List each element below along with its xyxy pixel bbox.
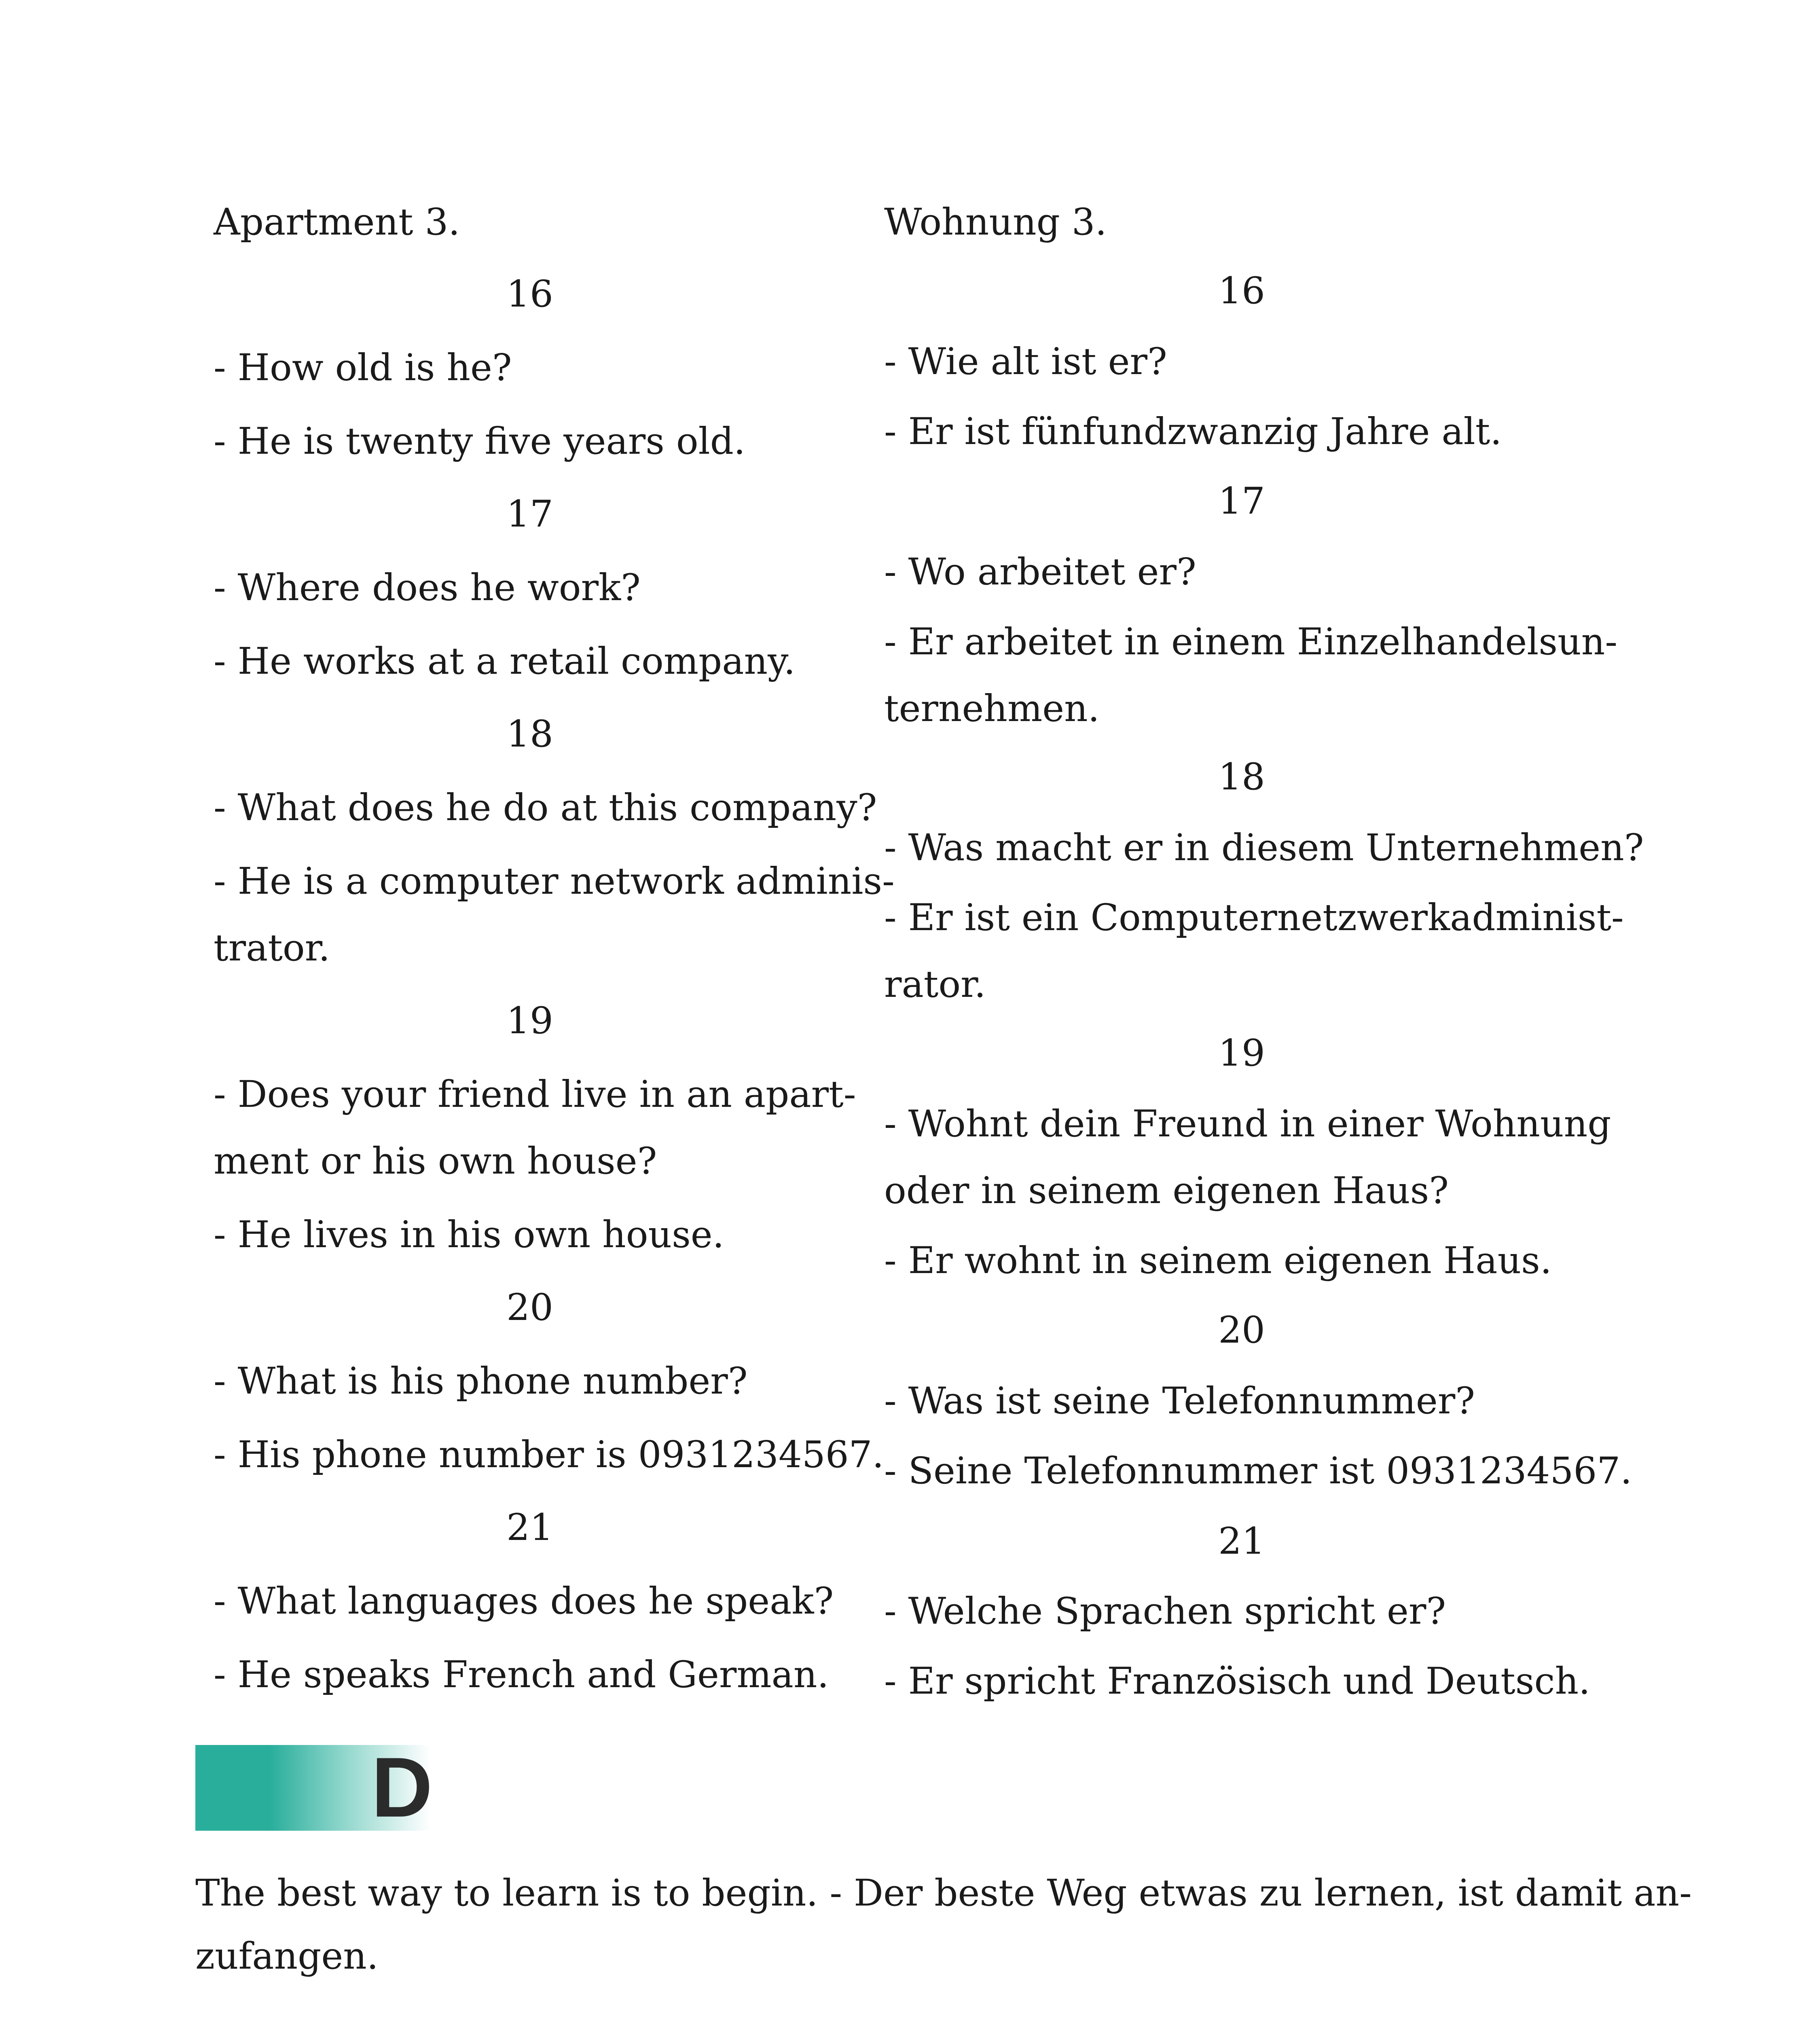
dialog-number: 18 [1218,756,1265,798]
intro-line: Apartment 3. [214,201,460,243]
dialog-number: 20 [1218,1309,1265,1352]
dialog-line: - He speaks French and German. [214,1654,829,1696]
quote-line: zufangen. [195,1935,379,1978]
dialog-number: 16 [506,273,553,315]
section-letter: D [371,1740,433,1835]
quote-line: The best way to learn is to begin. - Der beste Weg etwas zu lernen, ist damit an- [195,1872,1692,1914]
dialog-line: - Where does he work? [214,567,641,609]
dialog-line: - Wie alt ist er? [884,341,1167,383]
dialog-line: - How old is he? [214,347,512,389]
dialog-line: - What languages does he speak? [214,1580,834,1622]
dialog-number: 17 [506,493,553,535]
dialog-line: - Does your friend live in an apart- [214,1073,856,1116]
dialog-number: 18 [506,713,553,755]
dialog-line: - Seine Telefonnummer ist 0931234567. [884,1450,1632,1492]
dialog-line: - His phone number is 0931234567. [214,1434,884,1476]
dialog-number: 21 [506,1506,553,1549]
dialog-line: - Welche Sprachen spricht er? [884,1590,1446,1633]
dialog-line: - What does he do at this company? [214,787,877,829]
dialog-line: - What is his phone number? [214,1360,748,1402]
dialog-number: 19 [1218,1032,1265,1074]
dialog-line: - Wo arbeitet er? [884,551,1196,593]
dialog-line: rator. [884,963,986,1006]
dialog-line: - He works at a retail company. [214,640,796,683]
dialog-line: - He is twenty five years old. [214,420,745,463]
dialog-line: - Was macht er in diesem Unternehmen? [884,827,1644,869]
dialog-line: ternehmen. [884,687,1100,730]
dialog-line: - Er ist fünfundzwanzig Jahre alt. [884,410,1502,453]
intro-line: Wohnung 3. [884,201,1107,243]
dialog-line: - Was ist seine Telefonnummer? [884,1380,1475,1422]
dialog-number: 20 [506,1286,553,1329]
dialog-number: 21 [1218,1520,1265,1563]
dialog-line: - Er wohnt in seinem eigenen Haus. [884,1239,1552,1282]
dialog-line: ment or his own house? [214,1140,657,1182]
dialog-line: - He lives in his own house. [214,1214,724,1256]
dialog-number: 19 [506,1000,553,1042]
dialog-line: - Er arbeitet in einem Einzelhandelsun- [884,621,1618,663]
dialog-line: - He is a computer network adminis- [214,860,895,903]
dialog-number: 17 [1218,480,1265,522]
dialog-line: - Er spricht Französisch und Deutsch. [884,1660,1590,1703]
dialog-line: trator. [214,927,330,969]
dialog-line: oder in seinem eigenen Haus? [884,1170,1449,1212]
dialog-line: - Er ist ein Computernetzwerkadminist- [884,897,1624,939]
dialog-line: - Wohnt dein Freund in einer Wohnung [884,1103,1611,1145]
dialog-number: 16 [1218,270,1265,312]
